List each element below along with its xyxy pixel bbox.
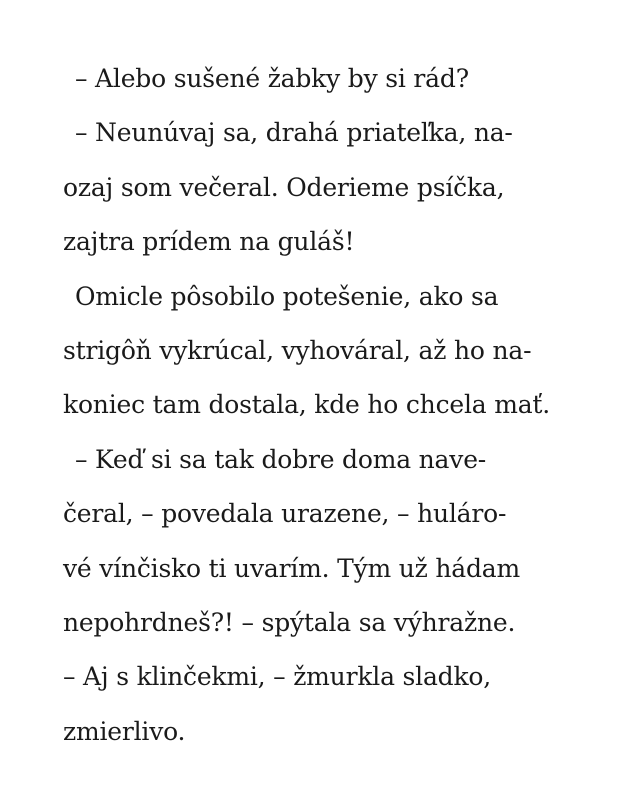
text-line: – Neunúvaj sa, drahá priateľka, na-	[75, 118, 513, 148]
page-text	[63, 56, 563, 763]
text-line: – Alebo sušené žabky by si rád?	[75, 64, 469, 93]
text-line: vé vínčisko ti uvarím. Tým už hádam	[63, 553, 521, 583]
text-line: – Keď si sa tak dobre doma nave-	[75, 444, 487, 474]
text-line: zajtra prídem na guláš!	[63, 227, 355, 257]
text-line: Omicle pôsobilo potešenie, ako sa	[75, 281, 499, 311]
text-line: strigôň vykrúcal, vyhováral, až ho na-	[63, 335, 532, 365]
text-line: nepohrdneš?! – spýtala sa výhražne.	[63, 607, 516, 637]
text-line: ozaj som večeral. Oderieme psíčka,	[63, 172, 505, 202]
text-line: – Aj s klinčekmi, – žmurkla sladko,	[63, 662, 492, 692]
text-line: koniec tam dostala, kde ho chcela mať.	[63, 390, 551, 420]
text-line: zmierlivo.	[63, 716, 186, 746]
text-line: čeral, – povedala urazene, – huláro-	[63, 499, 507, 529]
